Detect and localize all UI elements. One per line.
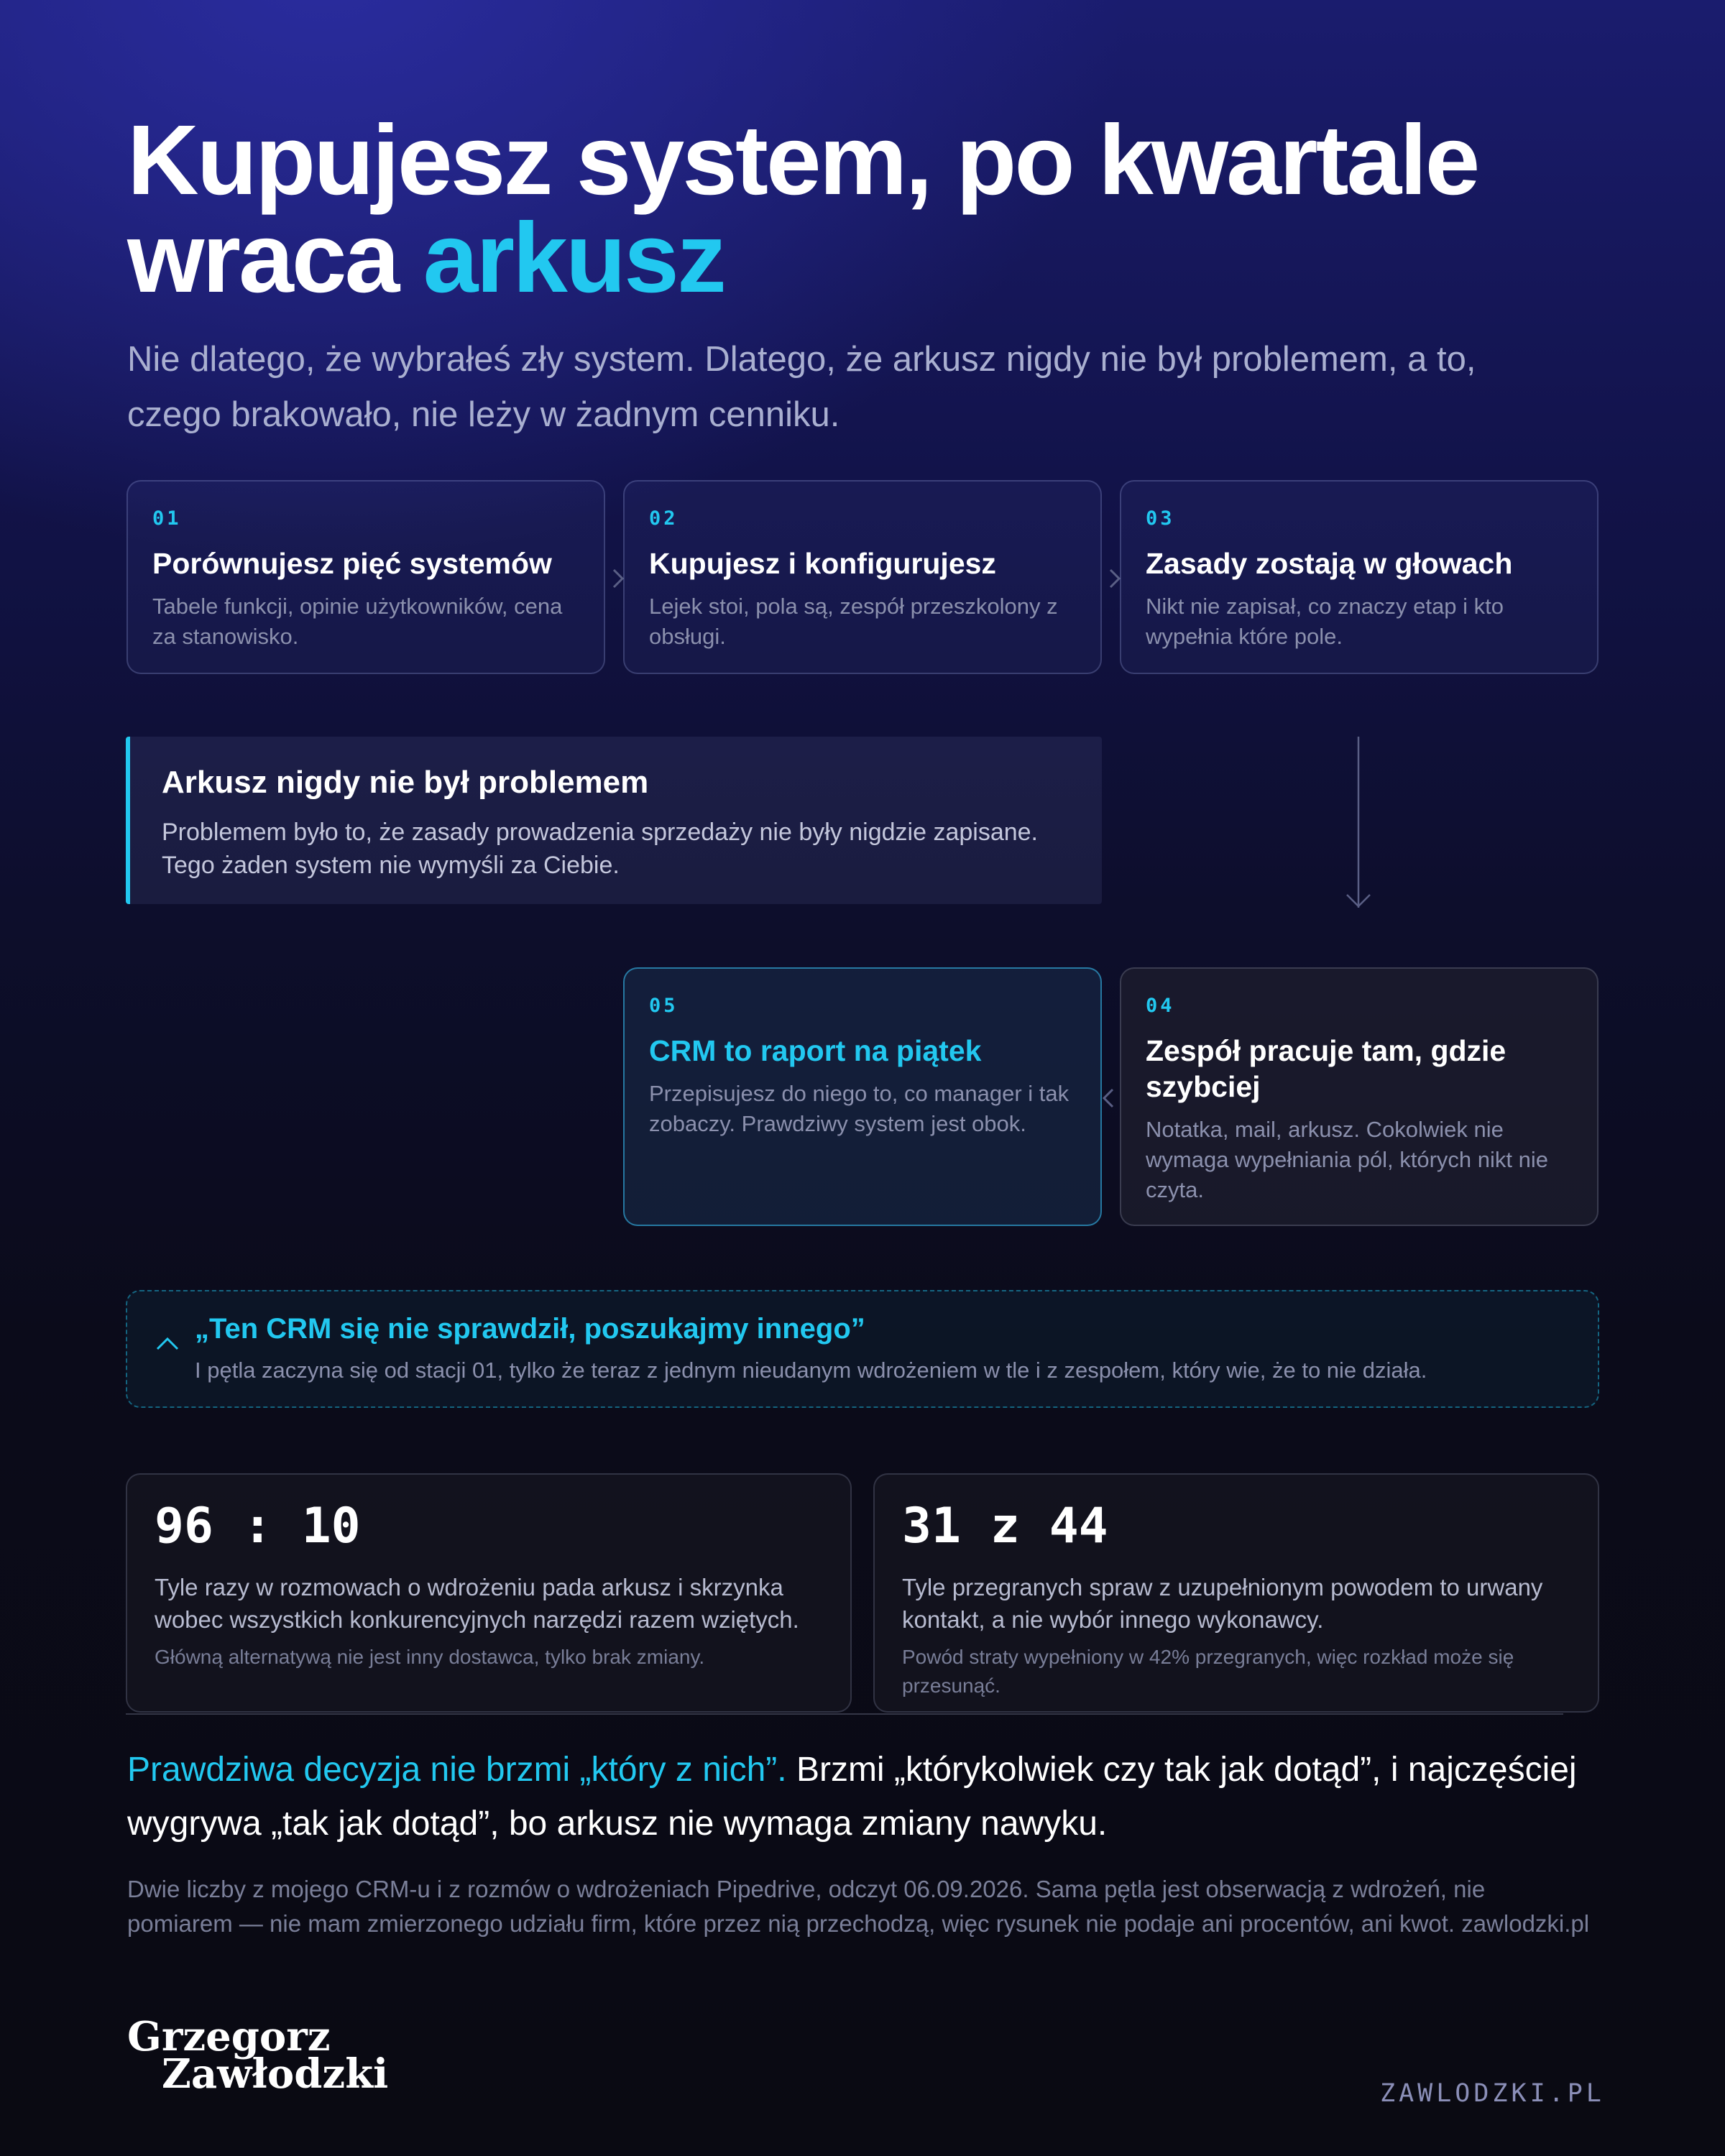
website-link[interactable]: ZAWLODZKI.PL xyxy=(1380,2079,1605,2108)
step-card-01 xyxy=(126,480,605,674)
title-main: Kupujesz system, po kwartale wraca xyxy=(127,105,1478,313)
conclusion-highlight: Prawdziwa decyzja nie brzmi „który z nich”. xyxy=(127,1751,787,1789)
step-title: Zasady zostają w głowach xyxy=(1146,547,1513,580)
step-description: Notatka, mail, arkusz. Cokolwiek nie wymaga wypełniania pól, których nikt nie czyta. xyxy=(1146,1117,1548,1202)
step-title: Kupujesz i konfigurujesz xyxy=(649,547,996,580)
stat-card-1 xyxy=(126,1473,852,1713)
arrow-down-icon xyxy=(1344,737,1373,909)
callout-description: Problemem było to, że zasady prowadzenia sprzedaży nie były nigdzie zapisane. Tego żaden system nie wymyśli za Ciebie. xyxy=(162,819,1038,879)
stat-description: Tyle przegranych spraw z uzupełnionym powodem to urwany kontakt, a nie wybór innego wykonawcy. xyxy=(902,1574,1543,1633)
step-description: Nikt nie zapisał, co znaczy etap i kto wypełnia które pole. xyxy=(1146,594,1504,649)
loop-title: „Ten CRM się nie sprawdził, poszukajmy innego” xyxy=(195,1313,865,1345)
stat-number: 96 : 10 xyxy=(155,1498,361,1554)
conclusion xyxy=(127,1743,1601,1851)
step-description: Tabele funkcji, opinie użytkowników, cena za stanowisko. xyxy=(152,594,563,649)
loop-note xyxy=(126,1290,1599,1408)
logo-line-2: Zawłodzki xyxy=(162,2050,389,2098)
logo-line-1: Grzegorz xyxy=(127,2013,331,2060)
step-number: 01 xyxy=(152,507,182,530)
stat-note: Powód straty wypełniony w 42% przegranych, więc rozkład może się przesunąć. xyxy=(902,1646,1514,1697)
callout-title: Arkusz nigdy nie był problemem xyxy=(162,765,649,800)
step-title: Porównujesz pięć systemów xyxy=(152,547,552,580)
step-number: 03 xyxy=(1146,507,1175,530)
conclusion-text: Brzmi „którykolwiek czy tak jak dotąd”, i najczęściej wygrywa „tak jak dotąd”, bo arkusz nie wymaga zmiany nawyku. xyxy=(127,1751,1577,1843)
step-card-02 xyxy=(623,480,1102,674)
stat-note: Główną alternatywą nie jest inny dostawca, tylko brak zmiany. xyxy=(155,1646,705,1668)
title-highlight: arkusz xyxy=(423,203,724,313)
chevron-left-icon xyxy=(1097,1084,1118,1112)
step-number: 05 xyxy=(649,995,678,1017)
footnote: Dwie liczby z mojego CRM-u i z rozmów o wdrożeniach Pipedrive, odczyt 06.09.2026. Sama pętla jest obserwacją z wdrożeń, nie pomiarem — nie mam zmierzonego udziału firm, które przez nią przechodzą, więc rysunek nie podaje ani procentów, ani kwot. zawlodzki.pl xyxy=(127,1876,1590,1937)
step-description: Lejek stoi, pola są, zespół przeszkolony z obsługi. xyxy=(649,594,1058,649)
step-number: 04 xyxy=(1146,995,1175,1017)
step-number: 02 xyxy=(649,507,678,530)
loop-description: I pętla zaczyna się od stacji 01, tylko że teraz z jednym nieudanym wdrożeniem w tle i z zespołem, który wie, że to nie działa. xyxy=(195,1358,1427,1383)
step-card-03 xyxy=(1120,480,1598,674)
stat-description: Tyle razy w rozmowach o wdrożeniu pada arkusz i skrzynka wobec wszystkich konkurencyjnych narzędzi razem wziętych. xyxy=(155,1574,799,1633)
page-title xyxy=(127,105,1493,313)
step-title: Zespół pracuje tam, gdzie szybciej xyxy=(1146,1034,1506,1103)
author-logo xyxy=(127,2013,487,2104)
page-subtitle: Nie dlatego, że wybrałeś zły system. Dlatego, że arkusz nigdy nie był problemem, a to, czego brakowało, nie leży w żadnym cenniku. xyxy=(127,340,1476,434)
chevron-up-icon xyxy=(153,1332,182,1353)
step-description: Przepisujesz do niego to, co manager i tak zobaczy. Prawdziwy system jest obok. xyxy=(649,1081,1070,1136)
divider xyxy=(126,1713,1563,1715)
stat-card-2 xyxy=(873,1473,1599,1713)
step-card-04 xyxy=(1120,967,1598,1226)
step-card-05 xyxy=(623,967,1102,1226)
stat-number: 31 z 44 xyxy=(902,1498,1108,1554)
step-title: CRM to raport na piątek xyxy=(649,1034,982,1067)
callout-box xyxy=(126,737,1102,904)
